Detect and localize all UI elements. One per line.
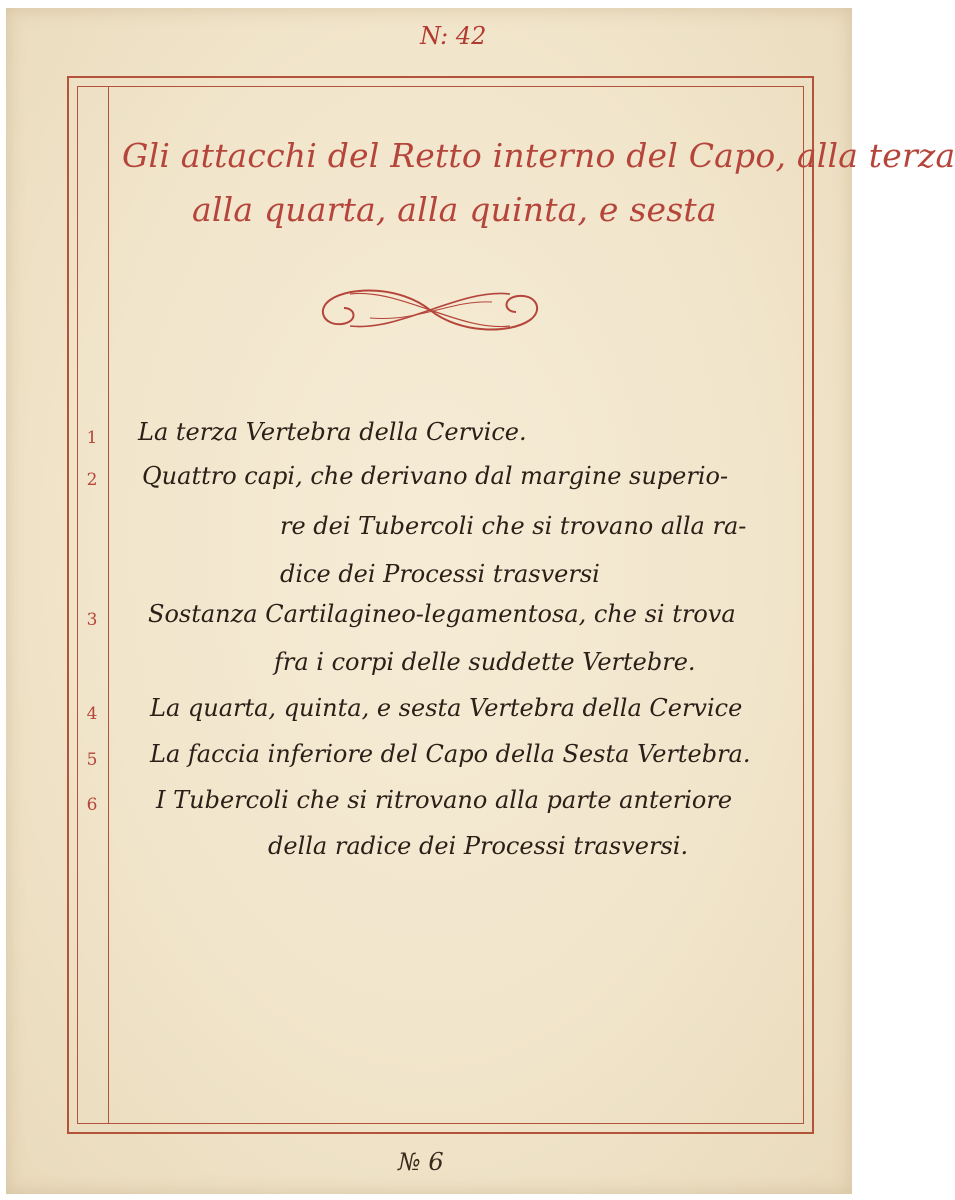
item-2-line-3: dice dei Processi trasversi <box>280 560 600 588</box>
page-title-line-2: alla quarta, alla quinta, e sesta <box>192 190 717 229</box>
item-5-line-1: La faccia inferiore del Capo della Sesta Vertebra. <box>150 740 751 768</box>
margin-rule <box>108 86 109 1124</box>
page-title-line-1: Gli attacchi del Retto interno del Capo, alla terza <box>122 136 955 175</box>
item-number-2: 2 <box>86 470 98 490</box>
item-3-line-2: fra i corpi delle suddette Vertebre. <box>274 648 696 676</box>
item-6-line-2: della radice dei Processi trasversi. <box>268 832 689 860</box>
item-6-line-1: I Tubercoli che si ritrovano alla parte anteriore <box>156 786 733 814</box>
bottom-mark: № 6 <box>398 1148 444 1176</box>
item-1-line-1: La terza Vertebra della Cervice. <box>138 418 527 446</box>
item-number-1: 1 <box>86 428 98 448</box>
plate-number: N: 42 <box>420 22 487 50</box>
flourish-ornament-icon <box>310 282 550 338</box>
item-number-4: 4 <box>86 704 98 724</box>
item-3-line-1: Sostanza Cartilagineo-legamentosa, che si trova <box>148 600 736 628</box>
item-number-5: 5 <box>86 750 98 770</box>
item-2-line-2: re dei Tubercoli che si trovano alla ra- <box>280 512 747 540</box>
item-2-line-1: Quattro capi, che derivano dal margine superio- <box>142 462 729 490</box>
item-4-line-1: La quarta, quinta, e sesta Vertebra della Cervice <box>150 694 743 722</box>
item-number-6: 6 <box>86 795 98 815</box>
item-number-3: 3 <box>86 610 98 630</box>
